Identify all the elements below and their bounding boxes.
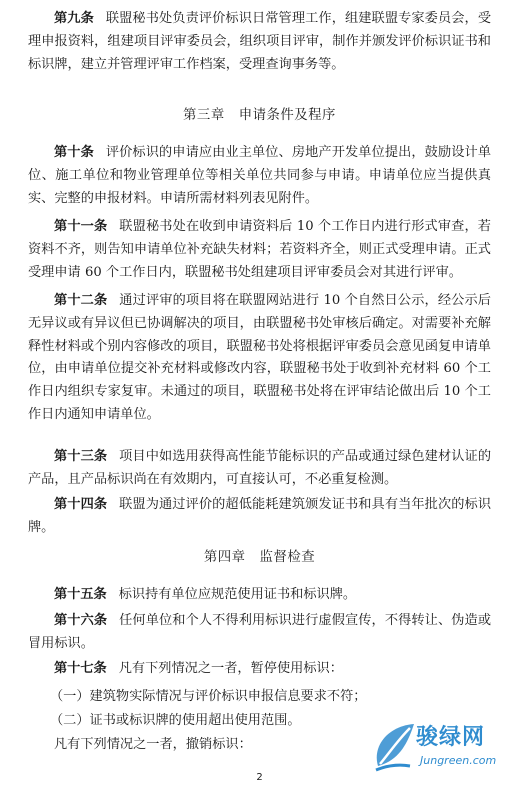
chapter-heading-3 [0,104,519,123]
article-text: 凡有下列情况之一者，暂停使用标识： [118,661,343,676]
article-9 [28,8,491,76]
article-label: 第十七条 [54,661,107,676]
chapter-title: 申请条件及程序 [238,108,336,123]
revoke-intro: 凡有下列情况之一者，撤销标识： [54,737,252,752]
article-label: 第十二条 [54,293,108,308]
article-13 [28,446,491,492]
article-12 [28,290,491,427]
article-label: 第十三条 [54,449,108,464]
article-15 [28,584,491,607]
watermark-url: Jungreen.com [420,754,497,767]
article-label: 第十一条 [54,219,108,234]
chapter-title: 监督检查 [259,550,316,565]
article-14 [28,494,491,540]
leaf-logo-icon [370,720,420,776]
article-17 [28,658,491,681]
article-16 [28,610,491,656]
article-label: 第九条 [54,11,94,26]
article-label: 第十五条 [54,587,107,602]
chapter-heading-4 [0,546,519,565]
article-text: 联盟秘书处在收到申请资料后 10 个工作日内进行形式审查，若资料不齐，则告知申请单位补充缺失材料；若资料齐全，则正式受理申请。正式受理申请 60 个工作日内，联盟秘书处组建项目评审委员会对其进行评审。 [28,219,491,280]
article-label: 第十四条 [54,497,108,512]
watermark-name: 骏绿网 [416,725,486,750]
article-10 [28,142,491,210]
chapter-number: 第四章 [203,550,246,565]
article-label: 第十条 [54,145,94,160]
article-label: 第十六条 [54,613,108,628]
watermark [368,716,514,780]
list-item: （一）建筑物实际情况与评价标识申报信息要求不符； [50,689,367,704]
article-text: 任何单位和个人不得利用标识进行虚假宣传，不得转让、伪造或冒用标识。 [28,613,492,651]
article-text: 标识持有单位应规范使用证书和标识牌。 [118,587,357,602]
list-item: （二）证书或标识牌的使用超出使用范围。 [50,713,301,728]
article-text: 项目中如选用获得高性能节能标识的产品或通过绿色建材认证的产品，且产品标识尚在有效期内，可直接认可，不必重复检测。 [28,449,492,487]
page-number: 2 [256,772,263,783]
chapter-number: 第三章 [183,108,225,123]
article-text: 联盟为通过评价的超低能耗建筑颁发证书和具有当年批次的标识牌。 [28,497,492,535]
article-text: 评价标识的申请应由业主单位、房地产开发单位提出，鼓励设计单位、施工单位和物业管理单位等相关单位共同参与申请。申请单位应当提供真实、完整的申报材料。申请所需材料列表见附件。 [28,145,492,206]
article-text: 联盟秘书处负责评价标识日常管理工作，组建联盟专家委员会，受理申报资料，组建项目评审委员会，组织项目评审，制作并颁发评价标识证书和标识牌，建立并管理评审工作档案，受理查询事务等。 [28,11,492,72]
article-11 [28,216,491,284]
article-text: 通过评审的项目将在联盟网站进行 10 个自然日公示，经公示后无异议或有异议但已协调解决的项目，由联盟秘书处审核后确定。对需要补充解释性材料或个别内容修改的项目，联盟秘书处将根据评审委员会意见函复申请单位，由申请单位提交补充材料或修改内容，联盟秘书处于收到补充材料 60 个工作日内组织专家复审。未通过的项目，联盟秘书处将在评审结论做出后 10 个工作日内通知申请单位。 [28,293,491,422]
